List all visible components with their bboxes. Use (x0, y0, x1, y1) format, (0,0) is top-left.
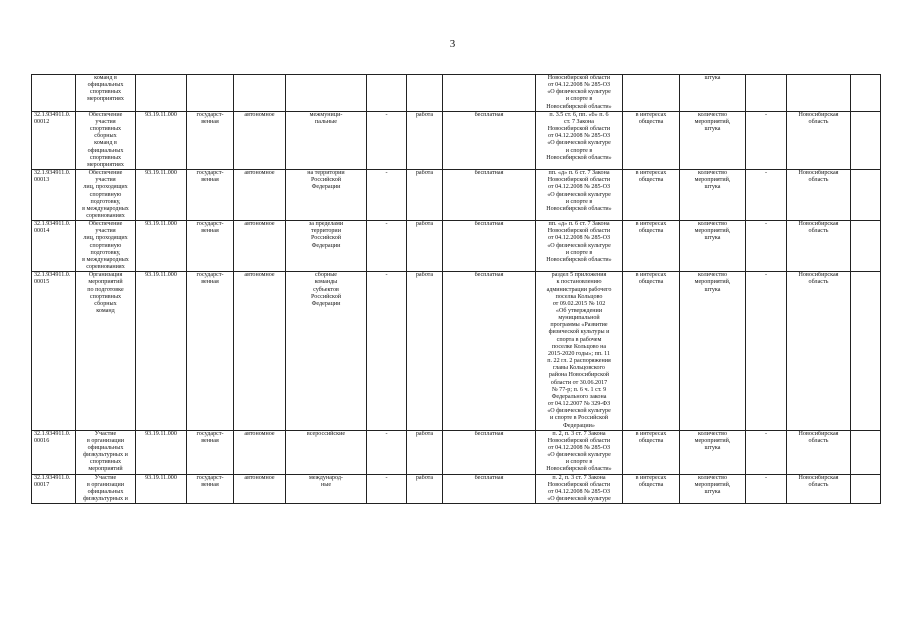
cell-condition: - (367, 272, 407, 430)
cell-quality: - (746, 430, 787, 474)
services-register-table (31, 74, 881, 504)
cell-unit: работа (407, 430, 443, 474)
cell-okved: 93.19.11.000 (136, 111, 187, 169)
cell-okved: 93.19.11.000 (136, 170, 187, 221)
cell-unit (407, 75, 443, 112)
cell-extra (851, 430, 881, 474)
cell-institution: автономное (234, 474, 286, 504)
cell-consumers: в интересах общества (623, 111, 680, 169)
cell-indicator: штука (680, 75, 746, 112)
cell-code: 32.1.934911.0.00014 (32, 221, 76, 272)
cell-content: за пределами территории Российской Федерации (286, 221, 367, 272)
cell-name: Обеспечение участия спортивных сборных команд в официальных спортивных мероприятиях (76, 111, 136, 169)
cell-region: Новосибирская область (787, 170, 851, 221)
table-body (32, 75, 881, 504)
cell-consumers (623, 75, 680, 112)
table-row (32, 221, 881, 272)
cell-unit: работа (407, 272, 443, 430)
cell-basis: пп. «д» п. 6 ст. 7 Закона Новосибирской области от 04.12.2008 № 285-ОЗ «О физической культуре и спорте в Новосибирской области» (536, 221, 623, 272)
cell-consumers: в интересах общества (623, 474, 680, 504)
cell-unit: работа (407, 474, 443, 504)
cell-quality: - (746, 111, 787, 169)
cell-type: государст- венная (187, 221, 234, 272)
cell-basis: раздел 5 приложения к постановлению администрации рабочего поселка Кольцово от 09.02.2015 № 102 «Об утверждении муниципальной программы «Развитие физической культуры и спорта в рабочем поселке Кольцово на 2015-2020 годы»; пп. 11 п. 22 гл. 2 распоряжения главы Кольцовского района Новосибирской области от 30.06.2017 № 77-р; п. 6 ч. 1 ст. 9 Федерального закона от 04.12.2007 № 329-ФЗ «О физической культуре и спорте в Российской Федерации» (536, 272, 623, 430)
cell-okved: 93.19.11.000 (136, 430, 187, 474)
cell-institution: автономное (234, 170, 286, 221)
cell-content: всероссийские (286, 430, 367, 474)
cell-indicator: количество мероприятий, штука (680, 111, 746, 169)
cell-okved (136, 75, 187, 112)
cell-basis: пп. «д» п. 6 ст. 7 Закона Новосибирской области от 04.12.2008 № 285-ОЗ «О физической культуре и спорте в Новосибирской области» (536, 170, 623, 221)
cell-region: Новосибирская область (787, 221, 851, 272)
cell-payment (443, 75, 536, 112)
cell-indicator: количество мероприятий, штука (680, 170, 746, 221)
cell-condition: - (367, 111, 407, 169)
cell-name: Обеспечение участия лиц, проходящих спортивную подготовку, в международных соревнованиях (76, 170, 136, 221)
cell-extra (851, 170, 881, 221)
cell-condition (367, 75, 407, 112)
table-row (32, 474, 881, 504)
cell-extra (851, 474, 881, 504)
cell-code: 32.1.934911.0.00015 (32, 272, 76, 430)
cell-type: государст- венная (187, 474, 234, 504)
cell-institution: автономное (234, 272, 286, 430)
cell-extra (851, 75, 881, 112)
cell-indicator: количество мероприятий, штука (680, 474, 746, 504)
cell-condition: - (367, 430, 407, 474)
cell-quality (746, 75, 787, 112)
cell-quality: - (746, 221, 787, 272)
cell-unit: работа (407, 221, 443, 272)
cell-type: государст- венная (187, 170, 234, 221)
cell-payment: бесплатная (443, 430, 536, 474)
cell-basis: п. 2, п. 3 ст. 7 Закона Новосибирской области от 04.12.2008 № 285-ОЗ «О физической культуре (536, 474, 623, 504)
cell-indicator: количество мероприятий, штука (680, 430, 746, 474)
cell-extra (851, 272, 881, 430)
cell-okved: 93.19.11.000 (136, 272, 187, 430)
cell-institution: автономное (234, 111, 286, 169)
cell-region: Новосибирская область (787, 272, 851, 430)
cell-extra (851, 221, 881, 272)
cell-condition: - (367, 474, 407, 504)
cell-institution: автономное (234, 221, 286, 272)
cell-consumers: в интересах общества (623, 272, 680, 430)
cell-basis: п. 2, п. 3 ст. 7 Закона Новосибирской области от 04.12.2008 № 285-ОЗ «О физической культуре и спорте в Новосибирской области» (536, 430, 623, 474)
table-row (32, 111, 881, 169)
cell-type (187, 75, 234, 112)
cell-payment: бесплатная (443, 170, 536, 221)
cell-code: 32.1.934911.0.00013 (32, 170, 76, 221)
cell-basis: Новосибирской области от 04.12.2008 № 285-ОЗ «О физической культуре и спорте в Новосибирской области» (536, 75, 623, 112)
cell-content (286, 75, 367, 112)
cell-type: государст- венная (187, 111, 234, 169)
table-row (32, 272, 881, 430)
page-number: 3 (449, 38, 456, 50)
cell-region: Новосибирская область (787, 111, 851, 169)
cell-okved: 93.19.11.000 (136, 474, 187, 504)
cell-type: государст- венная (187, 272, 234, 430)
cell-region: Новосибирская область (787, 474, 851, 504)
cell-payment: бесплатная (443, 474, 536, 504)
table-row (32, 75, 881, 112)
cell-basis: п. 3.5 ст. 6, пп. «б» п. 6 ст. 7 Закона Новосибирской области от 04.12.2008 № 285-ОЗ «О физической культуре и спорте в Новосибирской области» (536, 111, 623, 169)
cell-content: межмуници- пальные (286, 111, 367, 169)
cell-name: Обеспечение участия лиц, проходящих спортивную подготовку, в международных соревнованиях (76, 221, 136, 272)
cell-unit: работа (407, 170, 443, 221)
table-row (32, 430, 881, 474)
cell-indicator: количество мероприятий, штука (680, 272, 746, 430)
cell-payment: бесплатная (443, 272, 536, 430)
cell-code: 32.1.934911.0.00012 (32, 111, 76, 169)
cell-consumers: в интересах общества (623, 430, 680, 474)
cell-quality: - (746, 170, 787, 221)
cell-consumers: в интересах общества (623, 221, 680, 272)
table-row (32, 170, 881, 221)
cell-consumers: в интересах общества (623, 170, 680, 221)
cell-content: на территории Российской Федерации (286, 170, 367, 221)
cell-code: 32.1.934911.0.00016 (32, 430, 76, 474)
cell-unit: работа (407, 111, 443, 169)
cell-content: сборные команды субъектов Российской Федерации (286, 272, 367, 430)
cell-name: команд в официальных спортивных мероприятиях (76, 75, 136, 112)
cell-name: Участие в организации официальных физкультурных и спортивных мероприятий (76, 430, 136, 474)
cell-institution (234, 75, 286, 112)
cell-region (787, 75, 851, 112)
cell-okved: 93.19.11.000 (136, 221, 187, 272)
cell-quality: - (746, 272, 787, 430)
cell-type: государст- венная (187, 430, 234, 474)
cell-quality: - (746, 474, 787, 504)
cell-condition: - (367, 221, 407, 272)
cell-content: международ- ные (286, 474, 367, 504)
cell-extra (851, 111, 881, 169)
cell-name: Участие в организации официальных физкультурных и (76, 474, 136, 504)
cell-name: Организация мероприятий по подготовке спортивных сборных команд (76, 272, 136, 430)
cell-condition: - (367, 170, 407, 221)
cell-payment: бесплатная (443, 221, 536, 272)
cell-payment: бесплатная (443, 111, 536, 169)
cell-code (32, 75, 76, 112)
cell-institution: автономное (234, 430, 286, 474)
cell-code: 32.1.934911.0.00017 (32, 474, 76, 504)
cell-indicator: количество мероприятий, штука (680, 221, 746, 272)
cell-region: Новосибирская область (787, 430, 851, 474)
